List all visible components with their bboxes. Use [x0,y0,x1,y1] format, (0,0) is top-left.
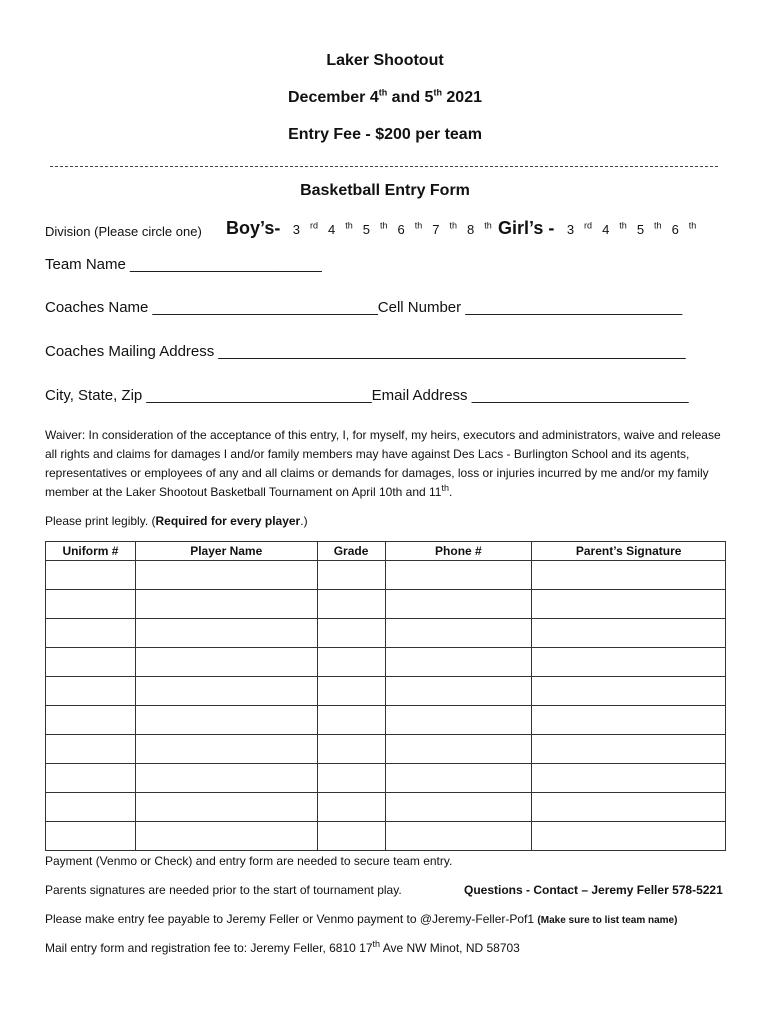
boys-grade-option[interactable]: 4 $^{th}$ [328,220,353,237]
column-header-grade: Grade [317,542,385,561]
coaches-name-field[interactable]: Coaches Name ___________________________Cell Number __________________________ [45,299,683,316]
roster-body [46,561,726,851]
boys-grade-options [293,222,502,237]
table-row [46,561,726,590]
payable-note: Please make entry fee payable to Jeremy Feller or Venmo payment to @Jeremy-Feller-Pof1 (Make sure to list team name) [45,912,678,926]
division-label: Division (Please circle one) [45,224,202,239]
column-header-player-name: Player Name [135,542,317,561]
grade-cell[interactable] [317,706,385,735]
mailing-address-field[interactable]: Coaches Mailing Address ________________________________________________________ [45,343,686,360]
dashed-divider [50,166,718,167]
parent-signature-cell[interactable] [532,677,726,706]
girls-division [498,218,706,239]
girls-label: Girl’s - [498,218,555,238]
boys-grade-option[interactable]: 6 $^{th}$ [397,220,423,237]
roster-header-row [46,542,726,561]
signatures-note: Parents signatures are needed prior to the start of tournament play. [45,883,402,897]
parent-signature-cell[interactable] [532,619,726,648]
column-header-parent-signature: Parent’s Signature [532,542,726,561]
player-name-cell[interactable] [135,822,317,851]
entry-fee: Entry Fee - $200 per team [288,126,482,143]
waiver-text: Waiver: In consideration of the acceptance of this entry, I, for myself, my heirs, executors and administrators, waive and release all rights and claims for damages I and/or family members may have against Des Lacs - Burlington School and its agents, representatives or employees of any and all claims or demands for damages, loss or injuries incurred by me and/or my family member at the Laker Shootout Basketball Tournament on April 10th and 11th. [45,428,721,499]
uniform-cell[interactable] [46,793,136,822]
uniform-cell[interactable] [46,590,136,619]
parent-signature-cell[interactable] [532,561,726,590]
table-row [46,590,726,619]
parent-signature-cell[interactable] [532,706,726,735]
table-row [46,706,726,735]
boys-grade-option[interactable]: 3 $^{rd}$ [292,220,319,237]
grade-cell[interactable] [317,648,385,677]
column-header-phone: Phone # [385,542,532,561]
parent-signature-cell[interactable] [532,648,726,677]
grade-cell[interactable] [317,677,385,706]
girls-grade-option[interactable]: 4 $^{th}$ [602,220,627,237]
player-name-cell[interactable] [135,561,317,590]
grade-cell[interactable] [317,619,385,648]
uniform-cell[interactable] [46,561,136,590]
phone-cell[interactable] [385,764,532,793]
girls-grade-options [567,222,707,237]
uniform-cell[interactable] [46,822,136,851]
parent-signature-cell[interactable] [532,822,726,851]
girls-grade-option[interactable]: 5 $^{th}$ [636,220,662,237]
phone-cell[interactable] [385,590,532,619]
grade-cell[interactable] [317,590,385,619]
uniform-cell[interactable] [46,648,136,677]
table-row [46,648,726,677]
boys-grade-option[interactable]: 7 $^{th}$ [432,220,458,237]
girls-grade-option[interactable]: 3 $^{rd}$ [566,220,593,237]
boys-grade-option[interactable]: 5 $^{th}$ [362,220,388,237]
player-name-cell[interactable] [135,590,317,619]
phone-cell[interactable] [385,735,532,764]
table-row [46,793,726,822]
player-name-cell[interactable] [135,706,317,735]
city-email-field[interactable]: City, State, Zip ___________________________Email Address __________________________ [45,387,689,404]
phone-cell[interactable] [385,793,532,822]
player-name-cell[interactable] [135,735,317,764]
uniform-cell[interactable] [46,735,136,764]
grade-cell[interactable] [317,561,385,590]
grade-cell[interactable] [317,764,385,793]
parent-signature-cell[interactable] [532,793,726,822]
phone-cell[interactable] [385,822,532,851]
grade-cell[interactable] [317,735,385,764]
uniform-cell[interactable] [46,677,136,706]
mail-note: Mail entry form and registration fee to: Jeremy Feller, 6810 17th Ave NW Minot, ND 58703 [45,939,520,955]
phone-cell[interactable] [385,561,532,590]
phone-cell[interactable] [385,648,532,677]
player-name-cell[interactable] [135,648,317,677]
table-row [46,677,726,706]
table-row [46,735,726,764]
table-row [46,619,726,648]
phone-cell[interactable] [385,677,532,706]
event-title: Laker Shootout [326,52,444,69]
boys-division [226,218,502,239]
boys-label: Boy’s- [226,218,281,238]
player-name-cell[interactable] [135,619,317,648]
player-roster-table [45,541,726,851]
parent-signature-cell[interactable] [532,590,726,619]
form-title: Basketball Entry Form [300,182,470,199]
phone-cell[interactable] [385,619,532,648]
girls-grade-option[interactable]: 6 $^{th}$ [671,220,697,237]
grade-cell[interactable] [317,793,385,822]
payment-note: Payment (Venmo or Check) and entry form are needed to secure team entry. [45,854,453,868]
questions-contact: Questions - Contact – Jeremy Feller 578-5221 [464,883,723,897]
team-name-field[interactable]: Team Name _______________________ [45,256,322,273]
uniform-cell[interactable] [46,706,136,735]
table-row [46,764,726,793]
grade-cell[interactable] [317,822,385,851]
column-header-uniform: Uniform # [46,542,136,561]
phone-cell[interactable] [385,706,532,735]
player-name-cell[interactable] [135,764,317,793]
print-note: Please print legibly. (Required for every player.) [45,514,308,528]
parent-signature-cell[interactable] [532,764,726,793]
player-name-cell[interactable] [135,793,317,822]
boys-grade-option[interactable]: 8 $^{th}$ [467,220,492,237]
uniform-cell[interactable] [46,764,136,793]
uniform-cell[interactable] [46,619,136,648]
parent-signature-cell[interactable] [532,735,726,764]
event-dates: December 4th and 5th 2021 [288,87,482,106]
player-name-cell[interactable] [135,677,317,706]
table-row [46,822,726,851]
